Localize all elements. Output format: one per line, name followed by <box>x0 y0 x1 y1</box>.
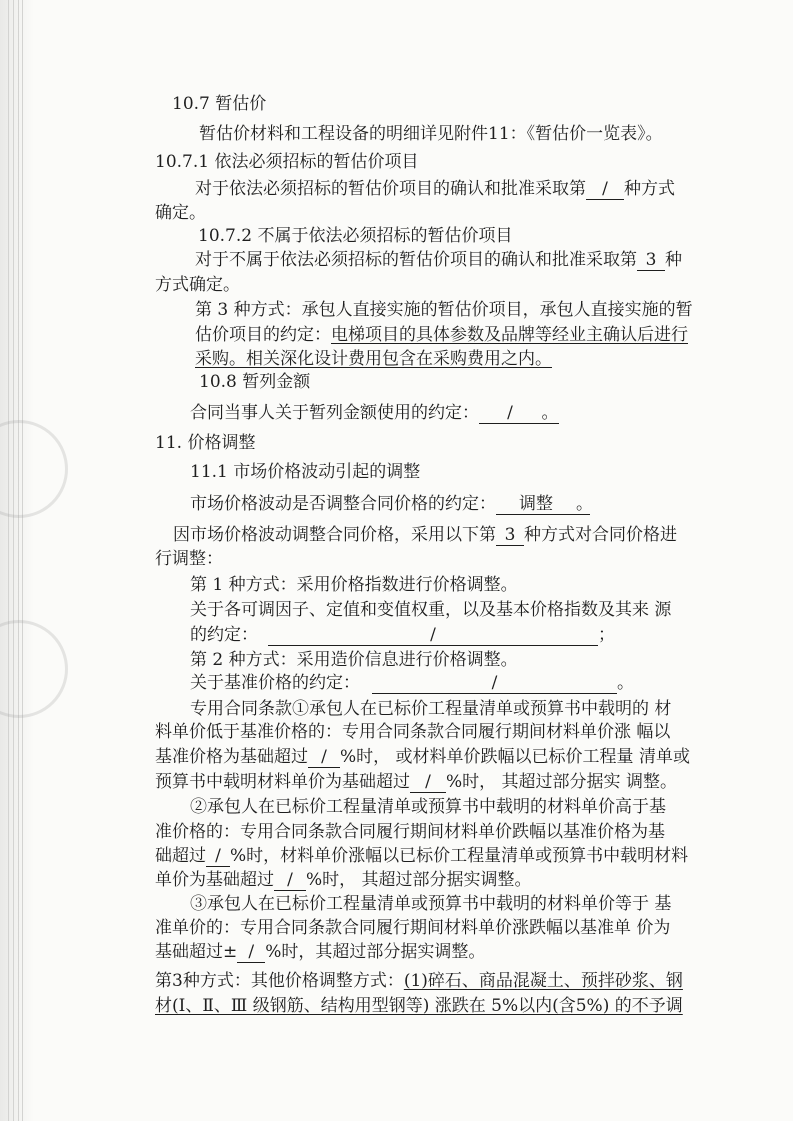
paragraph: 第 1 种方式：采用价格指数进行价格调整。 <box>190 575 518 595</box>
filled-blank: / <box>268 625 598 646</box>
underlined-text: 电梯项目的具体参数及品牌等经业主确认后进行 <box>331 325 688 345</box>
seal-mark <box>0 420 68 518</box>
filled-blank: / <box>206 846 230 867</box>
paragraph: 础超过 / %时，材料单价涨幅以已标价工程量清单或预算书中载明材料 <box>155 846 689 866</box>
paragraph: 确定。 <box>155 203 206 223</box>
paragraph: 单价为基础超过 / %时， 其超过部分据实调整。 <box>155 870 532 890</box>
paragraph: 对于不属于依法必须招标的暂估价项目的确认和批准采取第 3 种 <box>195 250 682 270</box>
paragraph: 暂估价材料和工程设备的明细详见附件11：《暂估价一览表》。 <box>199 124 663 144</box>
paragraph: 基础超过± / %时，其超过部分据实调整。 <box>155 942 486 962</box>
underlined-text: 采购。相关深化设计费用包含在采购费用之内。 <box>195 349 552 369</box>
page-edge-shadow <box>0 0 34 1121</box>
paragraph: 基准价格为基础超过 / %时， 或材料单价跌幅以已标价工程量 清单或 <box>155 747 690 767</box>
paragraph: 准单价的：专用合同条款合同履行期间材料单价涨跌幅以基准单 价为 <box>155 918 671 938</box>
section-heading: 10.8 暂列金额 <box>199 372 311 392</box>
paragraph: 方式确定。 <box>155 275 240 295</box>
filled-blank: / <box>586 179 624 200</box>
paragraph: 预算书中载明材料单价为基础超过 / %时， 其超过部分据实 调整。 <box>155 772 677 792</box>
underlined-text: 材(Ⅰ、Ⅱ、Ⅲ 级钢筋、结构用型钢等) 涨跌在 5%以内(含5%) 的不予调 <box>155 996 683 1016</box>
filled-blank: / <box>237 942 265 963</box>
filled-blank: / <box>410 772 446 793</box>
paragraph: 因市场价格波动调整合同价格，采用以下第 3 种方式对合同价格进 <box>173 525 677 545</box>
section-heading: 11. 价格调整 <box>155 433 256 453</box>
paragraph: 第3种方式：其他价格调整方式：(1)碎石、商品混凝土、预拌砂浆、钢 <box>155 971 683 991</box>
filled-blank: / <box>274 870 306 891</box>
seal-mark <box>0 620 68 718</box>
paragraph: 料单价低于基准价格的：专用合同条款合同履行期间材料单价涨 幅以 <box>155 722 671 742</box>
paragraph: 第 2 种方式：采用造价信息进行价格调整。 <box>190 650 518 670</box>
paragraph: 专用合同条款①承包人在已标价工程量清单或预算书中载明的 材 <box>190 699 672 719</box>
filled-blank: / <box>308 747 340 768</box>
paragraph: 的约定： / ； <box>190 625 615 645</box>
paragraph: 第 3 种方式：承包人直接实施的暂估价项目，承包人直接实施的暂 <box>195 300 693 320</box>
filled-blank: 3 <box>637 250 665 271</box>
paragraph: 市场价格波动是否调整合同价格的约定： 调整 。 <box>190 494 593 514</box>
paragraph: 合同当事人关于暂列金额使用的约定： / 。 <box>190 403 559 423</box>
filled-blank: 3 <box>496 525 524 546</box>
paragraph: 对于依法必须招标的暂估价项目的确认和批准采取第 / 种方式 <box>195 179 675 199</box>
paragraph: ②承包人在已标价工程量清单或预算书中载明的材料单价高于基 <box>190 797 666 817</box>
filled-blank: / <box>372 673 617 694</box>
paragraph: 估价项目的约定：电梯项目的具体参数及品牌等经业主确认后进行 <box>195 325 688 345</box>
filled-blank: 调整 <box>496 494 576 515</box>
subsection-heading: 10.7.1 依法必须招标的暂估价项目 <box>155 152 419 172</box>
paragraph: 关于基准价格的约定： / 。 <box>190 673 634 693</box>
paragraph: 准价格的：专用合同条款合同履行期间材料单价跌幅以基准价格为基 <box>155 822 665 842</box>
paragraph: ③承包人在已标价工程量清单或预算书中载明的材料单价等于 基 <box>190 894 672 914</box>
section-heading: 10.7 暂估价 <box>172 94 267 114</box>
paragraph: 行调整： <box>155 549 223 569</box>
underlined-text: (1)碎石、商品混凝土、预拌砂浆、钢 <box>403 971 683 991</box>
filled-blank: / <box>479 403 541 424</box>
subsection-heading: 11.1 市场价格波动引起的调整 <box>190 462 421 482</box>
subsection-heading: 10.7.2 不属于依法必须招标的暂估价项目 <box>198 226 513 246</box>
paragraph: 关于各可调因子、定值和变值权重，以及基本价格指数及其来 源 <box>190 600 672 620</box>
